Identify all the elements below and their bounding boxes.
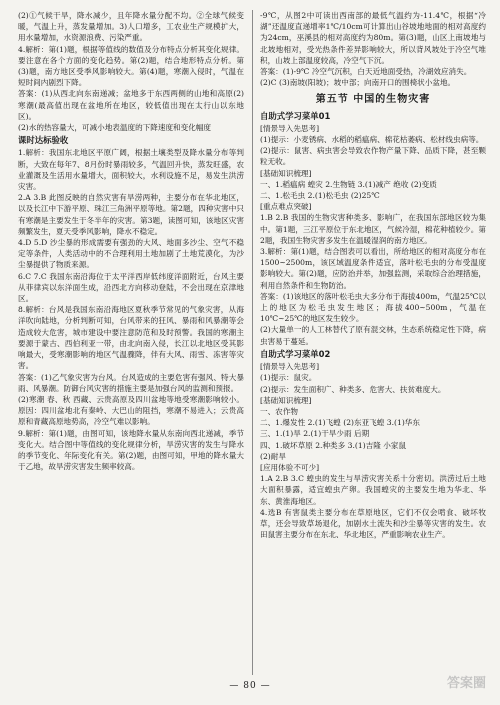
page-number: — 80 —	[229, 681, 271, 691]
paragraph: (2)提示：发生面积广、种类多、危害大、扶贫难度大。	[260, 384, 446, 394]
paragraph: (2)水的热容量大，可减小地表温度的下降速度和变化幅度	[18, 123, 212, 133]
watermark-logo: 答案圈	[446, 676, 486, 691]
paragraph: 答案：(1)乙气象灾害为台风。台风造成的主要危害有强风、特大暴雨、风暴潮。防御台风灾害的措施主要是加强台风的监测和预报。	[18, 372, 244, 393]
paragraph: 一、1.稻瘟病 蝗灾 2.生物链 3.(1)减产 绝收 (2)变质	[260, 179, 437, 189]
section-heading: 自助式学习菜单01	[260, 110, 331, 121]
paragraph: 三、1.(1)旱 2.(1)干旱少雨 后期	[260, 429, 370, 439]
paragraph: 二、1.松毛虫 2.(1)松毛虫 (2)25℃	[260, 191, 380, 201]
paragraph: 二、1.爆发性 2.(1)飞蝗 (2)东亚飞蝗 3.(1)华东	[260, 418, 420, 428]
paragraph: 四、1.破坏草原 2.种类多 3.(1)吉隆 小家鼠	[260, 440, 407, 450]
paragraph: 9.解析：第(1)题，由图可知，该地降水量从东南向西北递减，季节变化大。结合图中等值线的变化规律分析，旱涝灾害的发生与降水的季节变化、年际变化有关。第(2)题，由图可知，甲地的降水量大于乙地，故旱涝灾害发生频率较高。	[18, 428, 244, 472]
left-column	[18, 10, 244, 472]
paragraph: [重点难点突破]	[260, 202, 312, 212]
paragraph: 4.选B 有害鼠类主要分布在草原地区，它们不仅会啃食、破坏牧草，还会导致草场退化，加剧水土流失和沙尘暴等灾害的发生。农田鼠害主要分布在东北、华北地区，严重影响农业生产。	[260, 507, 486, 540]
paragraph: 4.解析：第(1)题，根据等值线的数值及分布特点分析其变化规律。要注意在各个方面的变化趋势。第(2)题，结合地形特点分析。第(3)题，南方地区受季风影响较大。第(4)题，寒潮入侵时，气温在短时间内剧烈下降。	[18, 44, 244, 88]
paragraph: [基础知识梳理]	[260, 395, 312, 405]
paragraph: 答案：(1)-9℃ 冷空气沉积，白天近地面受热，冷湖效应消失。	[260, 67, 472, 77]
paragraph: 3.解析：第(1)题，结合图表可以看出，所给地区的相对高度分布在1500~2500m，该区域温度条件适宜，落叶松毛虫的分布受温度影响较大。第(2)题，应防治并举，加强监测，采取综合治理措施，利用自然条件和生物防治。	[260, 247, 486, 290]
paragraph: 1.A 2.B 3.C 蝗虫的发生与旱涝灾害关系十分密切。洪涝过后土地大面积暴露，适宜蝗虫产卵。我国蝗灾的主要发生地为华北、华东、黄淮海地区。	[260, 474, 486, 506]
right-column	[260, 10, 486, 540]
paragraph: 答案：(1)该地区的落叶松毛虫大多分布于海拔400m，气温25℃以上的地区为松毛虫发生地区；海拔400~500m，气温在10℃~25℃的地区发生较少。	[260, 291, 486, 324]
paragraph: (1)提示：小麦锈病、水稻的稻瘟病、棉花枯萎病、松材线虫病等。	[260, 135, 484, 145]
paragraph: (2)寒潮 春、秋 西藏、云贵高原及四川盆地等地受寒潮影响较小。原因：四川盆地北有秦岭、大巴山的阻挡，寒潮不易进入；云贵高原和青藏高原地势高，冷空气难以影响。	[18, 394, 244, 427]
section-heading: 课时达标验收	[18, 135, 69, 146]
section-title: 第五节 中国的生物灾害	[315, 94, 431, 106]
paragraph: (1)提示：鼠灾。	[260, 373, 317, 383]
paragraph: (2)提示：鼠害、病虫害会导致农作物产量下降、品质下降，甚至颗粒无收。	[260, 146, 486, 167]
paragraph: (2)C (3)南坡(阳坡)；坡中部；向南开口的围椅状小盆地。	[260, 78, 456, 88]
paragraph: (2)耐旱	[260, 451, 286, 461]
paragraph: 一、农作物	[260, 406, 298, 416]
paragraph: 4.D 5.D 沙尘暴的形成需要有强劲的大风、地面多沙尘、空气不稳定等条件，人类活动中的不合理利用土地加剧了土地荒漠化，为沙尘暴提供了物质来源。	[18, 238, 244, 270]
column-divider	[252, 10, 253, 675]
paragraph: 1.解析：我国东北地区平原广阔，根据土壤类型及降水量分布等判断，大致在每年7、8月份时暴雨较多，气温回升快，蒸发旺盛，农业灌溉及生活用水量增大，面积较大，水利设施不足，易发生洪涝灾害。	[18, 148, 244, 192]
paragraph: (2)①气候干旱，降水减少，且年降水量分配不均。②全球气候变暖，气温上升，蒸发量增加。3)人口增多，工农业生产规模扩大，用水量增加，水资源浪费、污染严重。	[18, 11, 244, 43]
paragraph: [情景导入先思考]	[260, 123, 320, 133]
paragraph: [基础知识梳理]	[260, 168, 312, 178]
paragraph: [应用体验不可少]	[260, 462, 320, 472]
paragraph: (2)大量单一的人工林替代了原有混交林，生态系统稳定性下降，病虫害易于蔓延。	[260, 325, 486, 346]
paragraph: [情景导入先思考]	[260, 362, 320, 372]
section-heading: 自助式学习菜单02	[260, 348, 331, 359]
paragraph: 答案：(1)从西北向东南递减；盆地多于东西两侧的山地和高原(2)寒潮(最高值出现在盆地所在地区，较低值出现在太行山以东地区)。	[18, 89, 244, 121]
paragraph: 8.解析：台风是我国东南沿海地区夏秋季节常见的气象灾害，从海洋吹向陆地，分析判断可知，台风带来的狂风、暴雨和风暴潮等会造成较大危害，城市建设中要注意防范和及时预警。我国的寒潮主要源于蒙古、西伯利亚一带，由北向南入侵，长江以北地区受其影响最大，受寒潮影响的地区气温骤降，伴有大风、雨雪、冻害等灾害。	[18, 305, 244, 371]
paragraph: -9℃，从图2中可读出西南部的最低气温约为-11.4℃，根据“冷湖”还温度直递增率1℃/10cm可计算出山谷坡地地面的相对高度约为24cm，巫溪县的相对高度约为80m。第(3)题，山区上南坡地与北坡地相对，受光热条件差异影响较大，所以背风坡处于冷空气堆积，山坡上部温度较高，冷空气下沉。	[260, 11, 486, 65]
page	[18, 10, 486, 680]
paragraph: 1.B 2.B 我国的生物灾害种类多、影响广，在我国东部地区较为集中。第1题，三江平原位于东北地区，气候冷湿，棉花种植较少。第2题，我国生物灾害多发生在温暖湿润的南方地区。	[260, 213, 486, 245]
paragraph: 6.C 7.C 我国东南沿海位于太平洋西岸低纬度洋面附近，台风主要从菲律宾以东洋面生成，沿西北方向移动登陆，不会出现在京津地区。	[18, 271, 244, 304]
paragraph: 2.A 3.B 此图反映的自然灾害有旱涝两种，主要分布在华北地区，以及长江中下游平原、珠江三角洲平原等地。第2题，四种灾害中只有寒潮是主要发生于冬半年的灾害。第3题，读图可知，该地区灾害频繁发生，夏天受季风影响，降水不稳定。	[18, 193, 244, 236]
